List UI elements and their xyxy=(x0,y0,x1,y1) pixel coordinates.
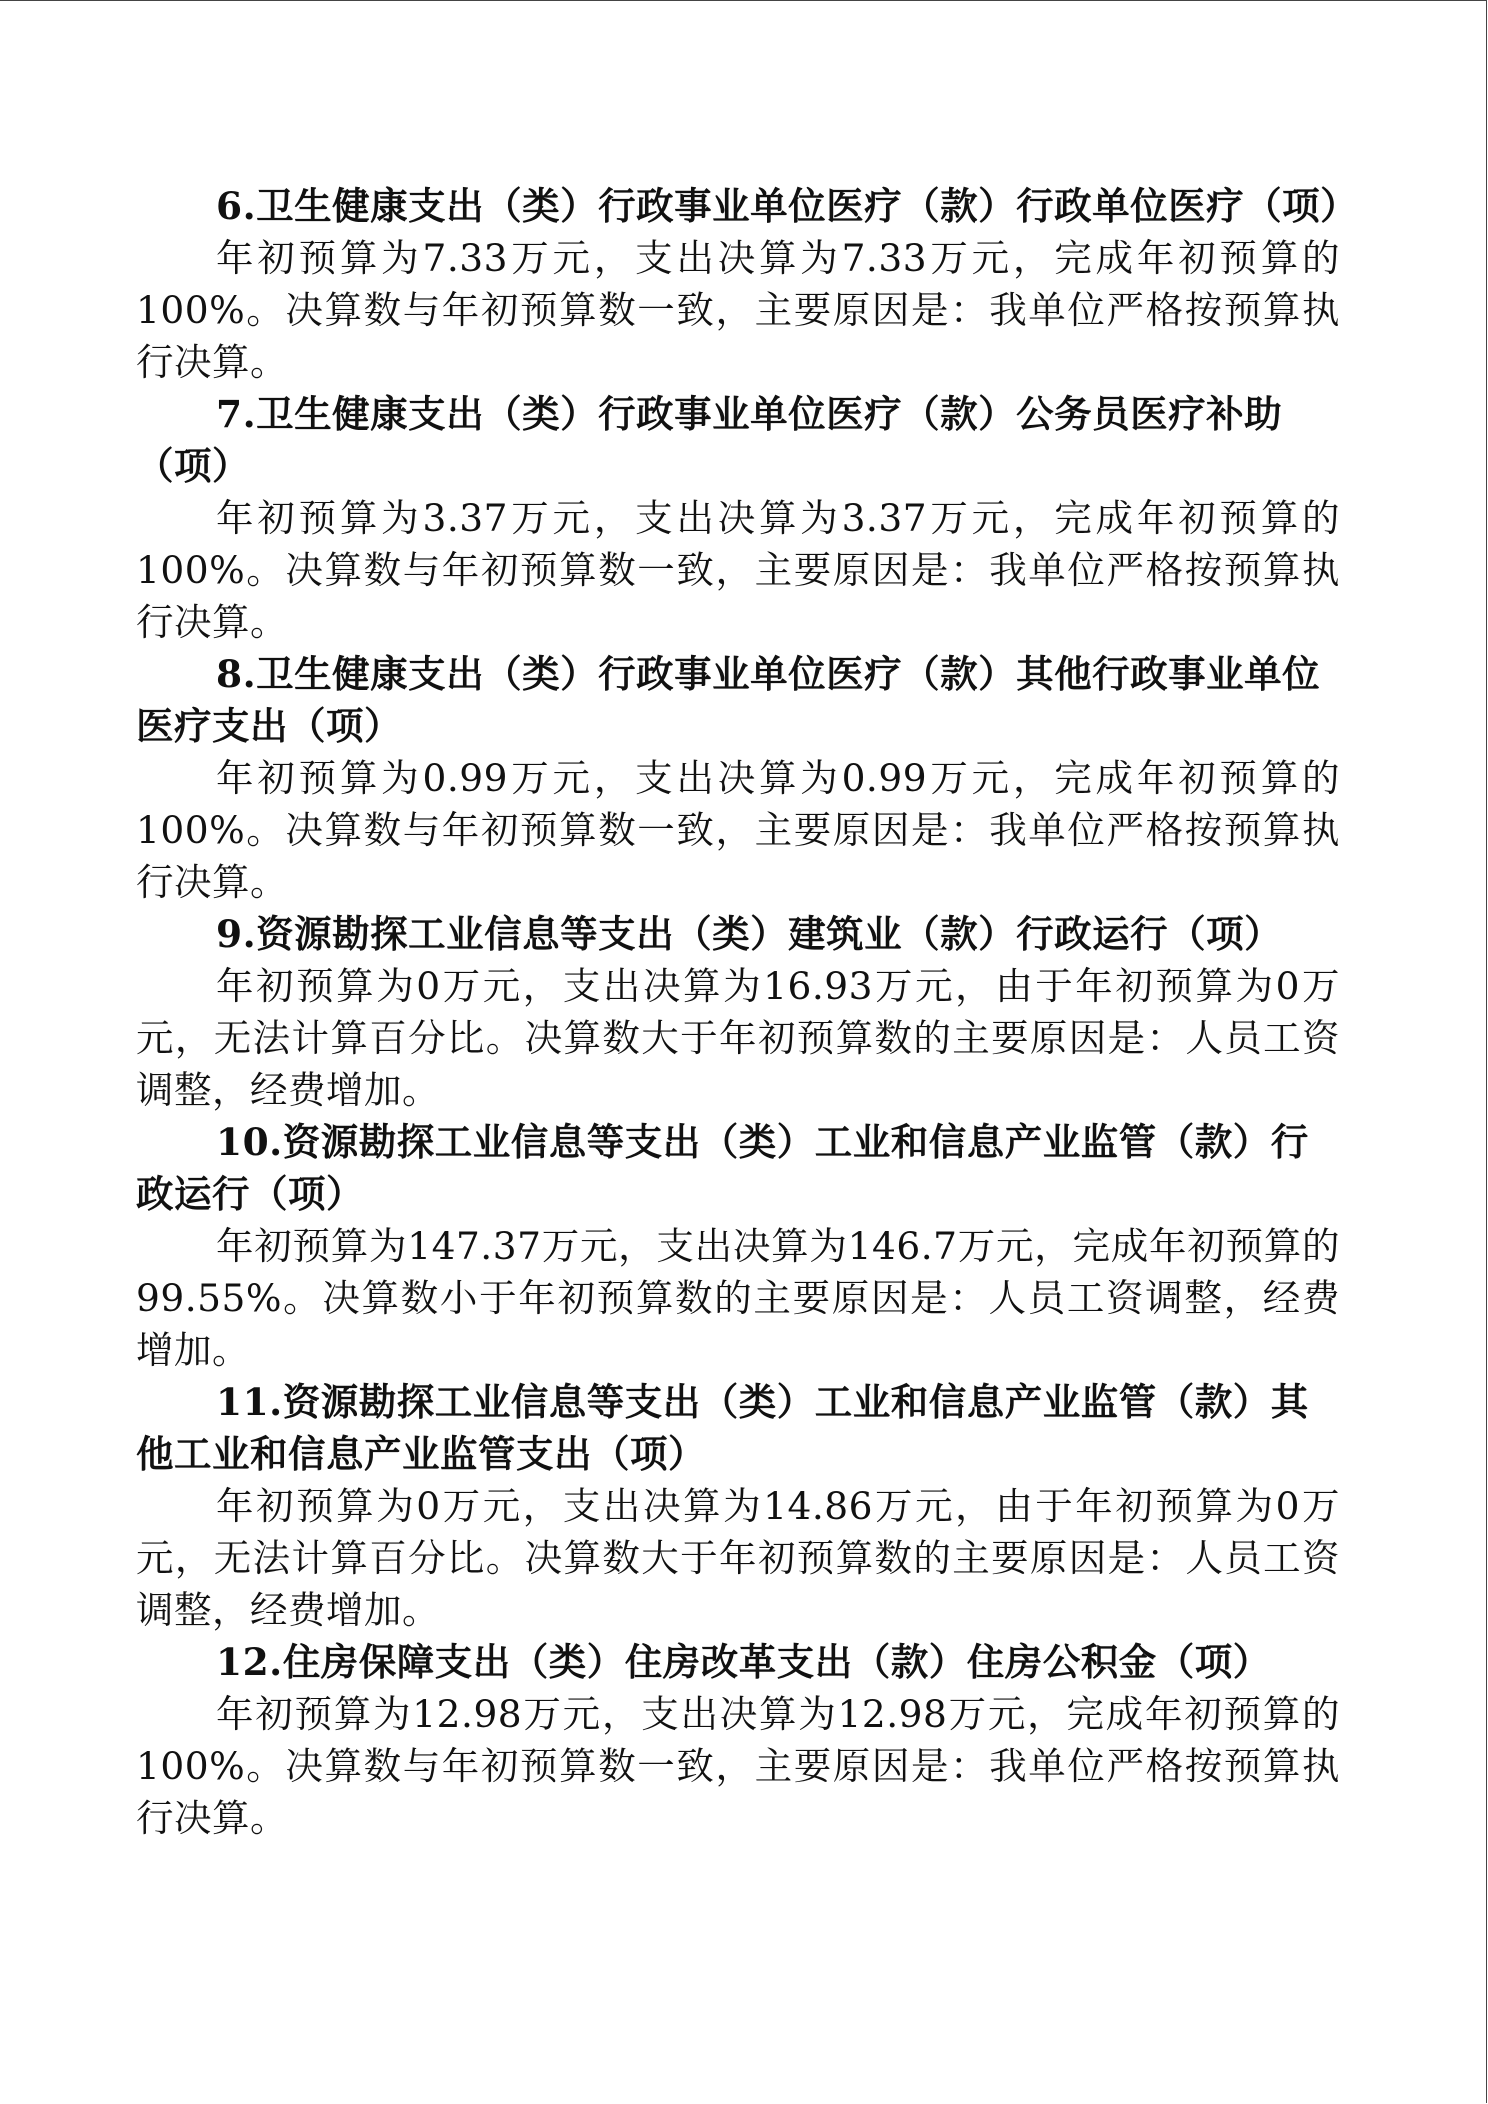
section-10 xyxy=(136,1116,1340,1376)
section-paragraph: 年初预算为0万元，支出决算为14.86万元，由于年初预算为0万元，无法计算百分比。决算数大于年初预算数的主要原因是：人员工资调整，经费增加。 xyxy=(136,1484,1340,1632)
section-heading: 10.资源勘探工业信息等支出（类）工业和信息产业监管（款）行政运行（项） xyxy=(136,1120,1309,1216)
section-paragraph: 年初预算为7.33万元，支出决算为7.33万元，完成年初预算的100%。决算数与年初预算数一致，主要原因是：我单位严格按预算执行决算。 xyxy=(136,236,1340,384)
section-12 xyxy=(136,1636,1340,1844)
section-8 xyxy=(136,648,1340,908)
section-6 xyxy=(136,180,1359,388)
section-heading: 12.住房保障支出（类）住房改革支出（款）住房公积金（项） xyxy=(216,1640,1271,1684)
section-heading: 6.卫生健康支出（类）行政事业单位医疗（款）行政单位医疗（项） xyxy=(216,184,1359,228)
section-heading: 11.资源勘探工业信息等支出（类）工业和信息产业监管（款）其他工业和信息产业监管支出（项） xyxy=(136,1380,1309,1476)
section-paragraph: 年初预算为12.98万元，支出决算为12.98万元，完成年初预算的100%。决算数与年初预算数一致，主要原因是：我单位严格按预算执行决算。 xyxy=(136,1692,1340,1840)
section-heading: 8.卫生健康支出（类）行政事业单位医疗（款）其他行政事业单位医疗支出（项） xyxy=(136,652,1321,748)
section-paragraph: 年初预算为3.37万元，支出决算为3.37万元，完成年初预算的100%。决算数与年初预算数一致，主要原因是：我单位严格按预算执行决算。 xyxy=(136,496,1340,644)
document-body xyxy=(136,180,1359,1844)
section-11 xyxy=(136,1376,1340,1636)
section-heading: 7.卫生健康支出（类）行政事业单位医疗（款）公务员医疗补助（项） xyxy=(136,392,1283,488)
section-paragraph: 年初预算为0.99万元，支出决算为0.99万元，完成年初预算的100%。决算数与年初预算数一致，主要原因是：我单位严格按预算执行决算。 xyxy=(136,756,1340,904)
section-paragraph: 年初预算为147.37万元，支出决算为146.7万元，完成年初预算的99.55%。决算数小于年初预算数的主要原因是：人员工资调整，经费增加。 xyxy=(136,1224,1340,1372)
section-7 xyxy=(136,388,1340,648)
section-heading: 9.资源勘探工业信息等支出（类）建筑业（款）行政运行（项） xyxy=(216,912,1283,956)
section-9 xyxy=(136,908,1340,1116)
section-paragraph: 年初预算为0万元，支出决算为16.93万元，由于年初预算为0万元，无法计算百分比。决算数大于年初预算数的主要原因是：人员工资调整，经费增加。 xyxy=(136,964,1340,1112)
